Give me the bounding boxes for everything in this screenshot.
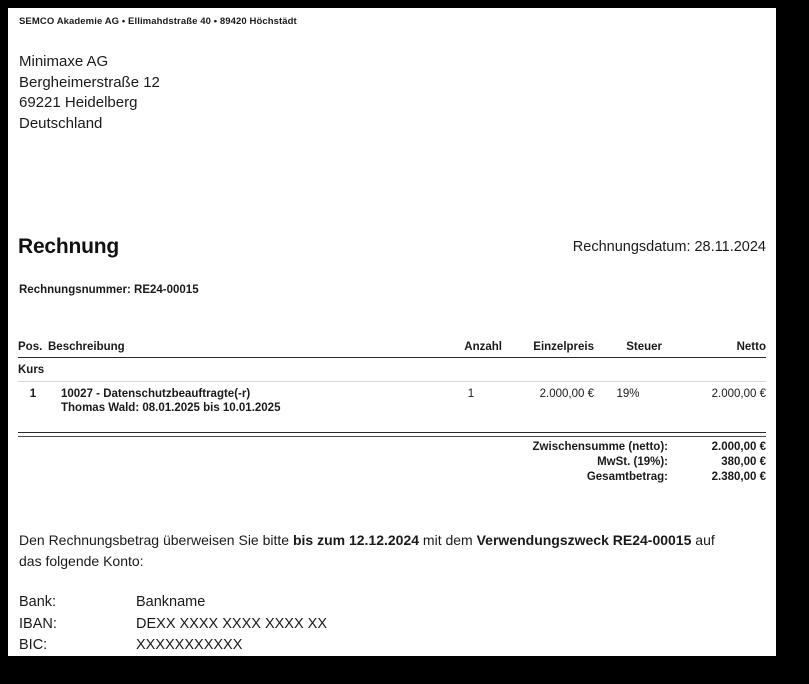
cell-net: 2.000,00 € [711, 388, 766, 400]
payment-due-date: bis zum 12.12.2024 [292, 532, 420, 548]
table-bottom-divider-2 [18, 436, 766, 437]
item-group-row [18, 358, 766, 382]
column-header-description: Beschreibung [48, 341, 125, 353]
totals-value-subtotal: 2.000,00 € [711, 441, 766, 453]
invoice-page [8, 8, 776, 656]
recipient-company: Minimaxe AG [19, 53, 109, 70]
totals-label-grand-total: Gesamtbetrag: [586, 471, 668, 483]
item-group-label: Kurs [18, 358, 766, 382]
column-header-unit-price: Einzelpreis [533, 341, 594, 353]
recipient-country: Deutschland [19, 114, 103, 132]
items-table [18, 341, 766, 416]
bank-details-block [19, 592, 327, 656]
cell-description-sub: Thomas Wald: 08.01.2025 bis 10.01.2025 [61, 402, 281, 414]
totals-label-subtotal: Zwischensumme (netto): [532, 441, 668, 453]
recipient-address-block [19, 52, 160, 134]
items-table-head [18, 341, 766, 358]
column-header-tax: Steuer [626, 341, 662, 353]
recipient-city: 69221 Heidelberg [19, 94, 138, 111]
payment-note-part3: auf das folgende Konto: [19, 532, 715, 569]
column-header-net: Netto [736, 341, 766, 353]
invoice-number: Rechnungsnummer: RE24-00015 [19, 284, 199, 296]
invoice-date: Rechnungsdatum: 28.11.2024 [572, 239, 766, 255]
payment-reference: Verwendungszweck RE24-00015 [476, 532, 692, 548]
totals-row-grand-total [533, 471, 766, 486]
totals-block [533, 441, 766, 486]
bank-label-iban: IBAN: [19, 615, 57, 632]
bank-row-iban [19, 614, 327, 636]
sender-address-line: SEMCO Akademie AG • Ellimahdstraße 40 • 89420 Höchstädt [19, 16, 297, 27]
bank-row-name [19, 592, 327, 614]
bank-label-bic: BIC: [19, 637, 48, 653]
bank-value-bic: XXXXXXXXXXX [136, 637, 243, 653]
cell-description-main: 10027 - Datenschutzbeauftragte(-r) [61, 388, 251, 400]
cell-description [48, 382, 440, 417]
cell-pos: 1 [29, 388, 37, 400]
line-items-table [18, 341, 766, 416]
totals-value-vat: 380,00 € [721, 456, 766, 468]
table-row [18, 382, 766, 417]
table-header-row [18, 341, 766, 358]
cell-tax: 19% [616, 388, 640, 400]
totals-row-subtotal [533, 441, 766, 456]
totals-value-grand-total: 2.380,00 € [711, 471, 766, 483]
payment-note-part1: Den Rechnungsbetrag überweisen Sie bitte [19, 532, 293, 548]
bank-label-bank: Bank: [19, 594, 57, 610]
column-header-pos: Pos. [18, 341, 43, 353]
bank-details-table [19, 592, 327, 656]
totals-row-vat [533, 456, 766, 471]
items-table-body [18, 358, 766, 417]
cell-quantity: 1 [467, 388, 475, 400]
totals-label-vat: MwSt. (19%): [597, 456, 668, 468]
payment-note-part2: mit dem [419, 532, 477, 548]
bank-row-bic [19, 635, 327, 656]
bank-value-iban: DEXX XXXX XXXX XXXX XX [136, 615, 327, 632]
column-header-quantity: Anzahl [464, 341, 502, 353]
recipient-street: Bergheimerstraße 12 [19, 73, 160, 91]
page-title: Rechnung [18, 235, 119, 258]
totals-table [533, 441, 766, 486]
payment-instructions [19, 530, 719, 572]
invoice-content [8, 8, 776, 656]
bank-value-bank: Bankname [136, 594, 206, 610]
table-bottom-divider [18, 432, 766, 433]
cell-unit-price: 2.000,00 € [539, 388, 594, 400]
